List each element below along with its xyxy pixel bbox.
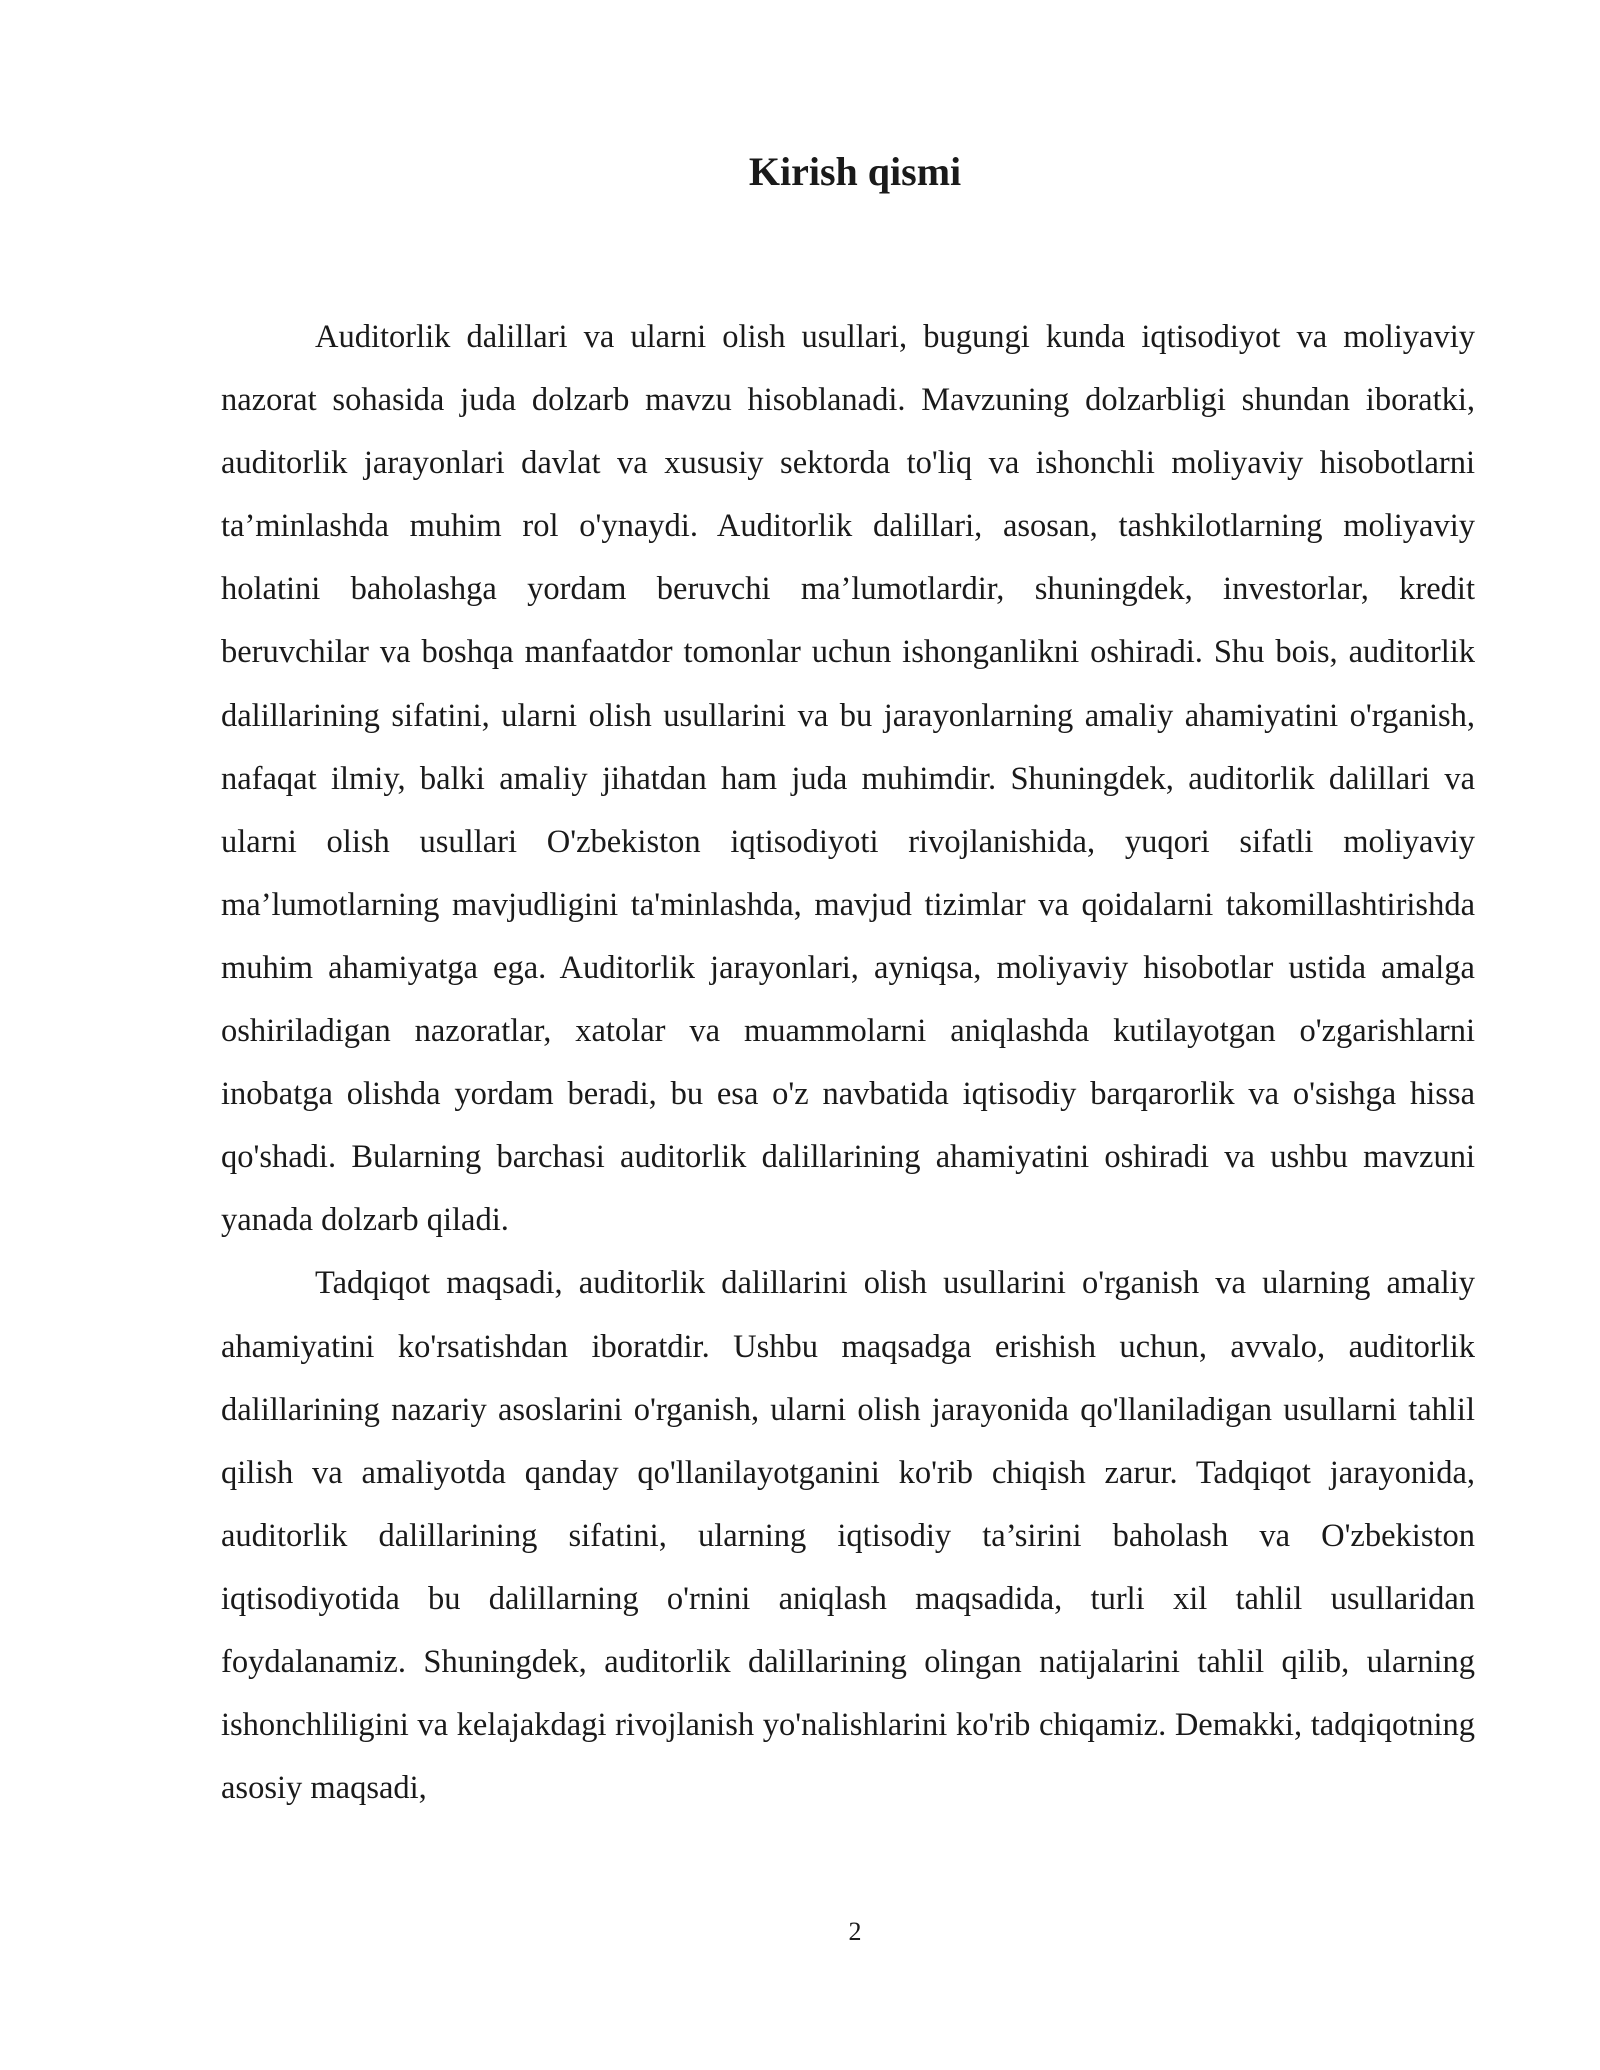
paragraph-relevance: Auditorlik dalillari va ularni olish usullari, bugungi kunda iqtisodiyot va moliyaviy nazorat sohasida juda dolzarb mavzu hisoblanadi. Mavzuning dolzarbligi shundan iboratki, auditorlik jarayonlari davlat va xususiy sektorda to'liq va ishonchli moliyaviy hisobotlarni ta’minlashda muhim rol o'ynaydi. Auditorlik dalillari, asosan, tashkilotlarning moliyaviy holatini baholashga yordam beruvchi ma’lumotlardir, shuningdek, investorlar, kredit beruvchilar va boshqa manfaatdor tomonlar uchun ishonganlikni oshiradi. Shu bois, auditorlik dalillarining sifatini, ularni olish usullarini va bu jarayonlarning amaliy ahamiyatini o'rganish, nafaqat ilmiy, balki amaliy jihatdan ham juda muhimdir. Shuningdek, auditorlik dalillari va ularni olish usullari O'zbekiston iqtisodiyoti rivojlanishida, yuqori sifatli moliyaviy ma’lumotlarning mavjudligini ta'minlashda, mavjud tizimlar va qoidalarni takomillashtirishda muhim ahamiyatga ega. Auditorlik jarayonlari, ayniqsa, moliyaviy hisobotlar ustida amalga oshiriladigan nazoratlar, xatolar va muammolarni aniqlashda kutilayotgan o'zgarishlarni inobatga olishda yordam beradi, bu esa o'z navbatida iqtisodiy barqarorlik va o'sishga hissa qo'shadi. Bularning barchasi auditorlik dalillarining ahamiyatini oshiradi va ushbu mavzuni yanada dolzarb qiladi.: [221, 319, 1475, 1239]
paragraph-research-goal: Tadqiqot maqsadi, auditorlik dalillarini olish usullarini o'rganish va ularning amaliy ahamiyatini ko'rsatishdan iboratdir. Ushbu maqsadga erishish uchun, avvalo, auditorlik dalillarining nazariy asoslarini o'rganish, ularni olish jarayonida qo'llaniladigan usullarni tahlil qilish va amaliyotda qanday qo'llanilayotganini ko'rib chiqish zarur. Tadqiqot jarayonida, auditorlik dalillarining sifatini, ularning iqtisodiy ta’sirini baholash va O'zbekiston iqtisodiyotida bu dalillarning o'rnini aniqlash maqsadida, turli xil tahlil usullaridan foydalanamiz. Shuningdek, auditorlik dalillarining olingan natijalarini tahlil qilib, ularning ishonchliligini va kelajakdagi rivojlanish yo'nalishlarini ko'rib chiqamiz. Demakki, tadqiqotning asosiy maqsadi,: [221, 1265, 1475, 1807]
page-number: 2: [848, 1917, 862, 1946]
page-title: Kirish qismi: [748, 149, 962, 194]
body-text: [221, 306, 1475, 1820]
